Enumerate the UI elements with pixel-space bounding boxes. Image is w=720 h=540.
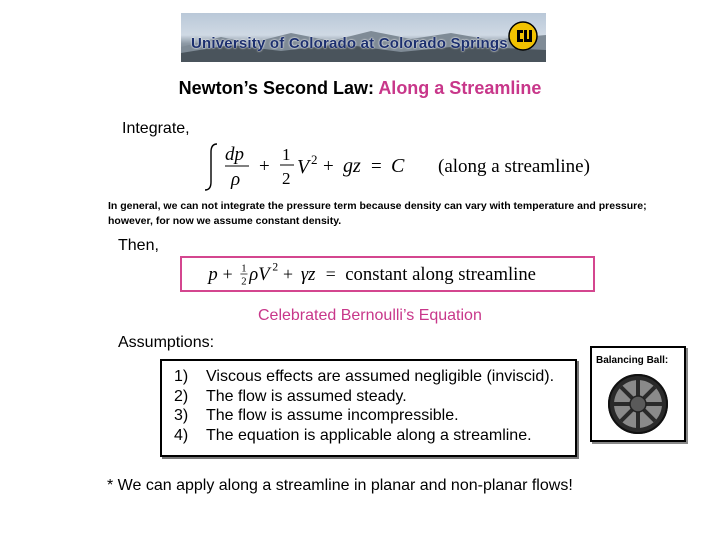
slide-title: [0, 78, 720, 99]
title-accent: Along a Streamline: [378, 78, 542, 98]
svg-text:C: C: [391, 155, 405, 177]
list-item-number: 3): [174, 407, 189, 424]
list-item: [174, 367, 554, 387]
bernoulli-equation: [180, 256, 595, 292]
integrate-label: Integrate,: [122, 120, 190, 137]
svg-text:ρ: ρ: [231, 169, 241, 190]
list-item: [174, 426, 554, 446]
list-item-text: The flow is assume incompressible.: [206, 407, 459, 424]
assumptions-list: [174, 367, 554, 445]
svg-text:=: =: [371, 156, 382, 177]
list-item: [174, 406, 554, 426]
integral-equation: [203, 140, 623, 192]
title-main: Newton’s Second Law:: [178, 78, 379, 98]
list-item: [174, 387, 554, 407]
svg-text:+: +: [222, 264, 233, 285]
equation2-suffix: constant along streamline: [345, 264, 536, 286]
svg-text:1: 1: [282, 145, 291, 164]
svg-text:V: V: [297, 156, 310, 178]
list-item-text: The equation is applicable along a streamline.: [206, 426, 532, 444]
svg-text:+: +: [323, 156, 334, 177]
balancing-ball-label: Balancing Ball:: [596, 355, 669, 366]
svg-text:2: 2: [282, 169, 291, 188]
bernoulli-caption: Celebrated Bernoulli’s Equation: [258, 307, 482, 324]
list-item-text: Viscous effects are assumed negligible (inviscid).: [206, 368, 555, 385]
svg-text:+: +: [259, 156, 270, 177]
svg-text:+: +: [283, 264, 294, 285]
density-note: In general, we can not integrate the pressure term because density can vary with temperature and pressure; however, for now we assume constant density.: [108, 200, 647, 227]
equation1-suffix: (along a streamline): [438, 156, 590, 177]
footer-note: * We can apply along a streamline in planar and non-planar flows!: [107, 477, 573, 494]
balancing-ball-image: [606, 372, 670, 436]
svg-text:dp: dp: [225, 144, 244, 165]
list-item-number: 1): [174, 368, 189, 385]
list-item-number: 4): [174, 426, 189, 444]
svg-text:γz: γz: [300, 264, 316, 286]
cu-logo-icon: [508, 21, 538, 51]
then-label: Then,: [118, 237, 159, 254]
svg-text:=: =: [325, 264, 336, 285]
list-item-number: 2): [174, 387, 189, 405]
svg-text:2: 2: [241, 276, 247, 288]
assumptions-label: Assumptions:: [118, 334, 215, 351]
svg-text:ρV: ρV: [249, 264, 270, 286]
svg-text:gz: gz: [343, 155, 361, 177]
list-item-text: The flow is assumed steady.: [206, 387, 407, 405]
banner-text: University of Colorado at Colorado Springs: [191, 35, 508, 52]
university-banner: [181, 13, 546, 62]
svg-text:2: 2: [272, 261, 279, 274]
svg-text:p: p: [208, 264, 218, 286]
svg-text:1: 1: [241, 263, 247, 275]
svg-text:2: 2: [311, 152, 318, 167]
